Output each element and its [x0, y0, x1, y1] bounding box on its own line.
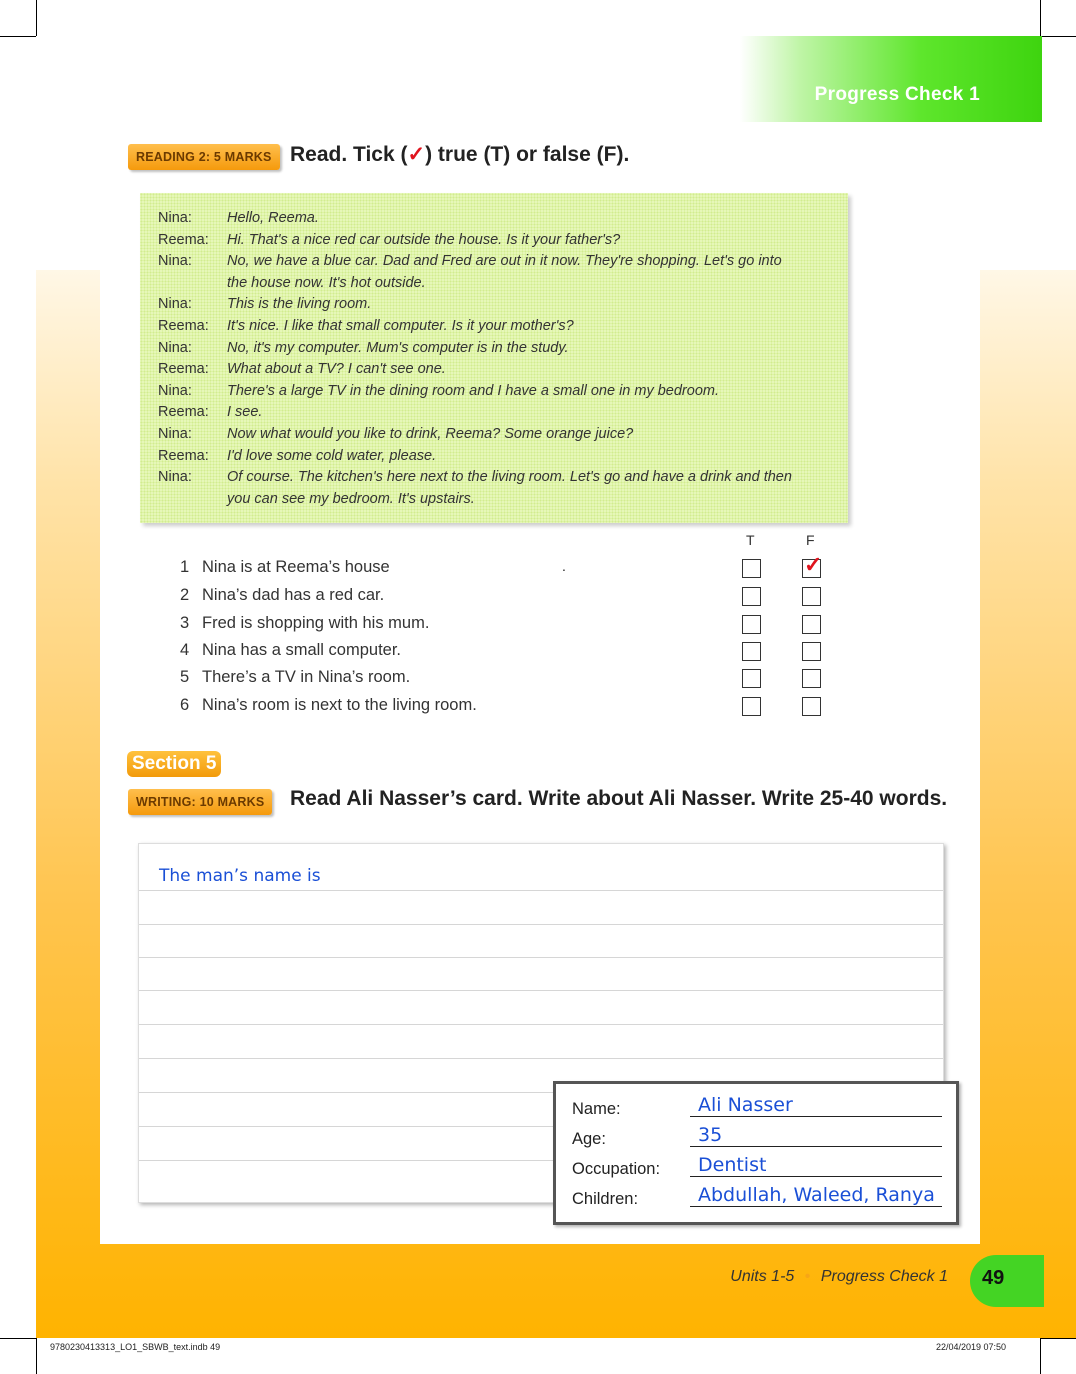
- false-checkbox[interactable]: [802, 615, 821, 634]
- crop-mark: [1040, 1338, 1041, 1374]
- false-checkbox[interactable]: [802, 587, 821, 606]
- card-label: Age:: [572, 1130, 606, 1148]
- reading-marks-badge: READING 2: 5 MARKS: [128, 144, 280, 170]
- print-slug-left: 9780230413313_LO1_SBWB_text.indb 49: [50, 1342, 221, 1352]
- true-checkbox[interactable]: [742, 559, 761, 578]
- crop-mark: [36, 1338, 37, 1374]
- crop-mark: [0, 36, 36, 37]
- progress-check-tab: [740, 36, 1042, 122]
- speaker-label: Nina:: [158, 469, 192, 486]
- dialogue-text: No, we have a blue car. Dad and Fred are out in it now. They're shopping. Let's go into: [227, 253, 782, 270]
- card-value: Abdullah, Waleed, Ranya: [690, 1184, 942, 1207]
- question-number: 3: [180, 614, 190, 632]
- card-label: Name:: [572, 1100, 621, 1118]
- speaker-label: Reema:: [158, 361, 209, 378]
- true-checkbox[interactable]: [742, 642, 761, 661]
- speaker-label: Reema:: [158, 447, 209, 464]
- dialogue-text: It's nice. I like that small computer. Is it your mother's?: [227, 318, 574, 334]
- question-number: 2: [180, 586, 190, 604]
- question-item: [180, 586, 384, 605]
- false-checkbox[interactable]: [802, 697, 821, 716]
- card-label: Occupation:: [572, 1160, 661, 1178]
- question-item: [180, 696, 477, 715]
- card-value: Dentist: [690, 1154, 942, 1177]
- speaker-label: Reema:: [158, 318, 209, 334]
- tick-icon: ✓: [407, 143, 426, 166]
- dialogue-text: I'd love some cold water, please.: [227, 447, 437, 464]
- crop-mark: [1040, 0, 1041, 36]
- speaker-label: Nina:: [158, 253, 192, 270]
- true-checkbox[interactable]: [742, 587, 761, 606]
- question-text: Nina has a small computer.: [202, 641, 402, 659]
- crop-mark: [1040, 36, 1076, 37]
- reading-instruction: Read. Tick (✓) true (T) or false (F).: [290, 143, 630, 166]
- question-text: Fred is shopping with his mum.: [202, 614, 430, 632]
- crop-mark: [0, 1338, 36, 1339]
- question-item: [180, 668, 410, 687]
- writing-instruction: Read Ali Nasser’s card. Write about Ali Nasser. Write 25-40 words.: [290, 787, 948, 810]
- footer-units: Units 1-5 • Progress Check 1: [730, 1268, 948, 1285]
- crop-mark: [36, 0, 37, 36]
- false-checkbox[interactable]: [802, 642, 821, 661]
- speaker-label: Nina:: [158, 296, 192, 313]
- progress-check-tab-label: Progress Check 1: [814, 84, 980, 105]
- question-text: There’s a TV in Nina’s room.: [202, 668, 411, 686]
- true-checkbox[interactable]: [742, 615, 761, 634]
- dialogue: [140, 208, 848, 518]
- question-item: [180, 558, 390, 577]
- speaker-label: Nina:: [158, 426, 192, 442]
- question-number: 5: [180, 668, 190, 686]
- dialogue-text: you can see my bedroom. It's upstairs.: [227, 490, 475, 507]
- dialogue-text: I see.: [227, 404, 263, 421]
- card-value: 35: [690, 1124, 942, 1147]
- false-checkbox[interactable]: [802, 552, 823, 578]
- card-label: Children:: [572, 1190, 639, 1208]
- question-trailing-mark: .: [562, 558, 566, 574]
- writing-starter-text: The man’s name is: [159, 866, 321, 886]
- dialogue-text: Of course. The kitchen's here next to the living room. Let's go and have a drink and then: [227, 469, 792, 486]
- card-row-occupation: [572, 1154, 767, 1179]
- dialogue-text: This is the living room.: [227, 296, 372, 313]
- dialogue-text: Hello, Reema.: [227, 210, 319, 226]
- question-text: Nina’s dad has a red car.: [202, 586, 385, 604]
- card-row-children: [572, 1184, 935, 1209]
- crop-mark: [1040, 1338, 1076, 1339]
- section-label: Section 5: [127, 751, 221, 777]
- speaker-label: Reema:: [158, 404, 209, 421]
- true-checkbox[interactable]: [742, 697, 761, 716]
- speaker-label: Nina:: [158, 339, 192, 356]
- page-number: 49: [982, 1267, 1005, 1289]
- check-mark-icon: ✓: [804, 552, 823, 577]
- question-number: 4: [180, 641, 190, 659]
- dialogue-text: the house now. It's hot outside.: [227, 274, 426, 291]
- question-number: 1: [180, 558, 190, 576]
- question-item: [180, 641, 401, 660]
- question-text: Nina is at Reema’s house: [202, 558, 390, 576]
- card-row-age: [572, 1124, 723, 1149]
- question-text: Nina’s room is next to the living room.: [202, 696, 477, 714]
- print-slug-right: 22/04/2019 07:50: [936, 1342, 1007, 1352]
- page-number-tab: [970, 1255, 1044, 1307]
- card-row-name: [572, 1094, 793, 1119]
- false-column-header: F: [806, 532, 815, 548]
- true-checkbox[interactable]: [742, 669, 761, 688]
- writing-marks-badge: WRITING: 10 MARKS: [128, 789, 272, 815]
- dialogue-text: What about a TV? I can't see one.: [227, 361, 446, 378]
- dialogue-text: There's a large TV in the dining room and I have a small one in my bedroom.: [227, 382, 719, 399]
- speaker-label: Nina:: [158, 382, 192, 399]
- false-checkbox[interactable]: [802, 669, 821, 688]
- card-value: Ali Nasser: [690, 1094, 942, 1117]
- speaker-label: Reema:: [158, 231, 209, 248]
- dialogue-text: Hi. That's a nice red car outside the house. Is it your father's?: [227, 231, 621, 248]
- question-item: [180, 614, 429, 633]
- dialogue-text: No, it's my computer. Mum's computer is in the study.: [227, 339, 569, 356]
- info-card: [553, 1081, 959, 1225]
- question-number: 6: [180, 696, 190, 714]
- dialogue-text: Now what would you like to drink, Reema? Some orange juice?: [227, 426, 634, 442]
- true-column-header: T: [746, 532, 755, 548]
- speaker-label: Nina:: [158, 210, 192, 226]
